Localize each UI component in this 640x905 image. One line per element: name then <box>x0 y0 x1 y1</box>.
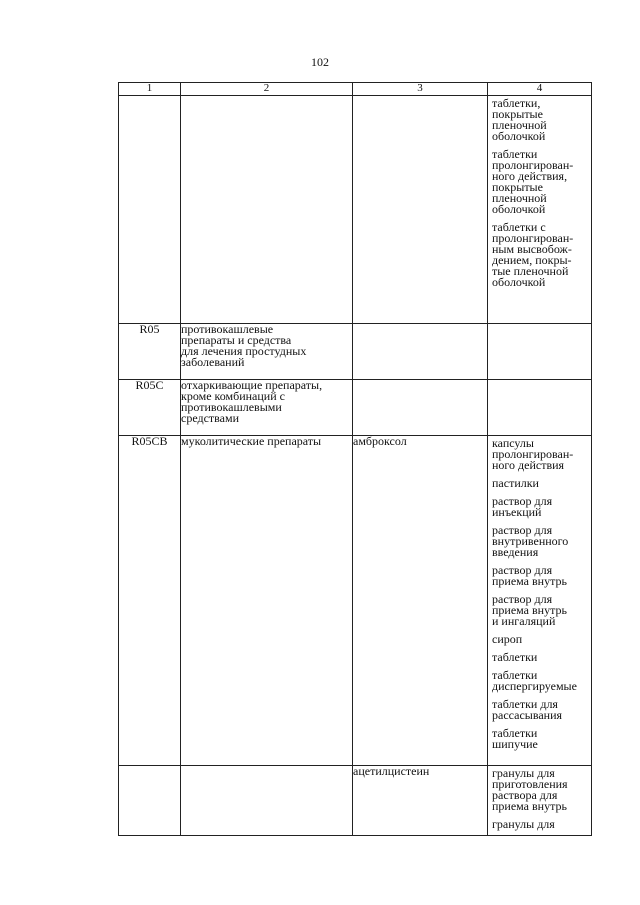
forms-cell <box>488 436 592 766</box>
dosage-form: таблетки пролонгирован- ного действия, покрытые пленочной оболочкой <box>492 147 574 216</box>
drug-cell: ацетилцистеин <box>353 766 488 836</box>
group-cell: противокашлевые препараты и средства для лечения простудных заболеваний <box>181 324 353 380</box>
table-row <box>119 380 592 436</box>
dosage-form: раствор для внутривенного введения <box>492 523 569 559</box>
dosage-form: раствор для приема внутрь <box>492 563 567 588</box>
dosage-form: раствор для приема внутрь и ингаляций <box>492 592 567 628</box>
table-row <box>119 436 592 766</box>
table-row <box>119 324 592 380</box>
page-number: 102 <box>311 55 329 69</box>
atc-code-cell: R05C <box>119 380 181 436</box>
group-cell: отхаркивающие препараты, кроме комбинаций с противокашлевыми средствами <box>181 380 353 436</box>
drug-cell <box>353 324 488 380</box>
forms-cell <box>488 96 592 324</box>
drug-table <box>118 82 592 836</box>
table-row <box>119 96 592 324</box>
header-col-1: 1 <box>119 83 181 96</box>
dosage-form: таблетки, покрытые пленочной оболочкой <box>492 96 547 143</box>
dosage-form: таблетки шипучие <box>492 726 538 751</box>
dosage-form: таблетки диспергируемые <box>492 668 577 693</box>
dosage-form: пастилки <box>492 476 539 490</box>
header-col-4: 4 <box>488 83 592 96</box>
dosage-form: таблетки для рассасывания <box>492 697 563 722</box>
atc-code-cell <box>119 96 181 324</box>
dosage-form: гранулы для приготовления раствора для приема внутрь <box>492 766 568 813</box>
header-col-2: 2 <box>181 83 353 96</box>
table-header-row <box>119 83 592 96</box>
dosage-form: таблетки с пролонгирован- ным высвобож- дением, покры- тые пленочной оболочкой <box>492 220 574 289</box>
dosage-form: сироп <box>492 632 523 646</box>
group-cell: муколитические препараты <box>181 436 353 766</box>
group-cell <box>181 766 353 836</box>
forms-cell <box>488 766 592 836</box>
forms-cell <box>488 380 592 436</box>
dosage-form: гранулы для <box>492 817 555 831</box>
forms-cell <box>488 324 592 380</box>
atc-code-cell: R05CB <box>119 436 181 766</box>
header-col-3: 3 <box>353 83 488 96</box>
drug-cell: амброксол <box>353 436 488 766</box>
drug-cell <box>353 96 488 324</box>
dosage-form: таблетки <box>492 650 538 664</box>
drug-cell <box>353 380 488 436</box>
dosage-form: раствор для инъекций <box>492 494 553 519</box>
dosage-form: капсулы пролонгирован- ного действия <box>492 436 574 472</box>
atc-code-cell: R05 <box>119 324 181 380</box>
group-cell <box>181 96 353 324</box>
table-row <box>119 766 592 836</box>
atc-code-cell <box>119 766 181 836</box>
